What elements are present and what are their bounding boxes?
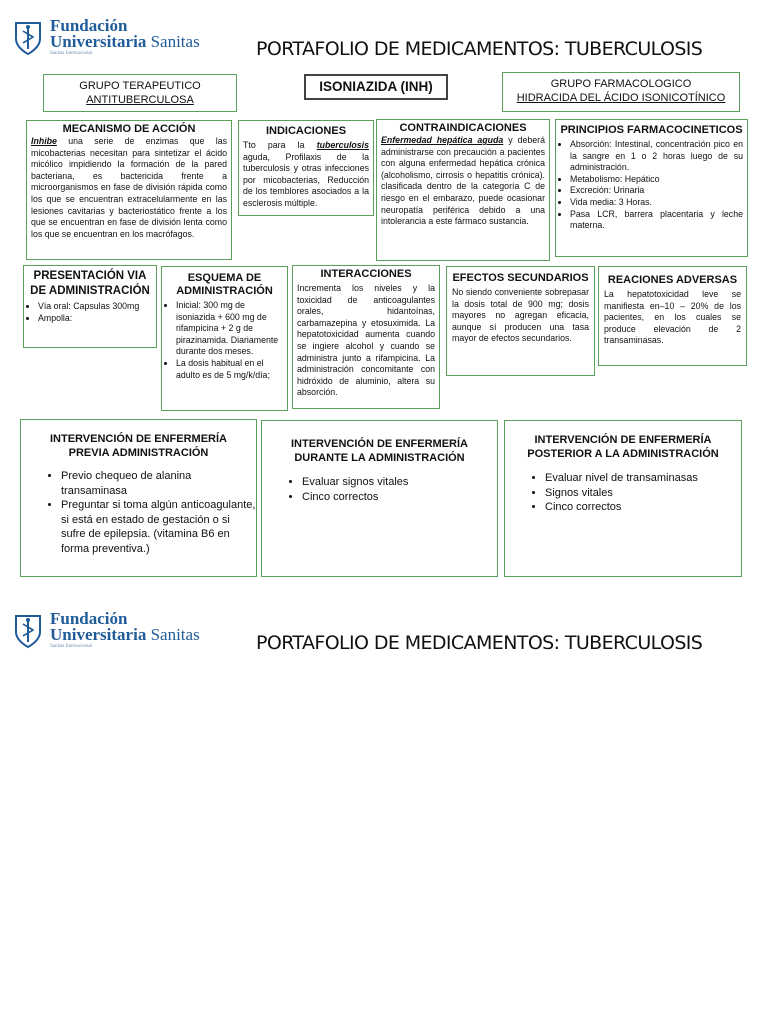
enf-previa-list — [21, 469, 256, 556]
drug-name-box — [304, 74, 448, 100]
list-item: • Absorción: Intestinal, concentración pico en la sangre en 1 o 2 horas luego de su administración. — [570, 139, 743, 174]
reacciones-box — [598, 266, 747, 366]
list-item: • Vida media: 3 Horas. — [570, 197, 743, 209]
enf-previa-box — [20, 419, 257, 577]
enf-durante-list — [262, 475, 497, 504]
presentacion-box — [23, 265, 157, 348]
indicaciones-pre: Tto para la — [243, 140, 317, 150]
interacciones-text: Incrementa los niveles y la toxicidad de anticoagulantes orales, hidantoínas, carbamazepina y etosuximida. La hepatotoxicidad aumenta cuando se ingiere alcohol y cuando se administra junto a rifampicina. La administración concomitante con hidróxido de aluminio, altera su absorción. — [297, 283, 435, 398]
indicaciones-text: aguda, Profilaxis de la tuberculosis y otras infecciones por micobacterias, Reducción de los temblores asociados a la esclerosis múltiple. — [243, 151, 369, 208]
mecanismo-text: una serie de enzimas que las micobacterias necesitan para sintetizar el ácido micólico impidiendo la formación de la pared bacteriana, es bactericida frente a microorganismos en fase de división rápida como los que se encuentran extracelularmente en las lesiones cavitarias y bacteriostático frente a los que se encuentran en fase de división lenta como los que se encuentran en los macrófagos. — [31, 136, 227, 239]
list-item: • Excreción: Urinaria — [570, 185, 743, 197]
list-item: • Inicial: 300 mg de isoniazida + 600 mg de rifampicina + 2 g de pirazinamida. Diariamente durante dos meses. — [176, 300, 283, 358]
contraindicaciones-title: CONTRAINDICACIONES — [399, 122, 527, 134]
list-item: • Cinco correctos — [545, 500, 741, 515]
mecanismo-box — [26, 120, 232, 260]
grupo-farmacologico-box — [502, 72, 740, 112]
grupo-farmacologico-value: HIDRACIDA DEL ÁCIDO ISONICOTÍNICO — [516, 92, 726, 104]
presentacion-list — [28, 301, 152, 324]
grupo-terapeutico-box — [43, 74, 237, 112]
page-title-page-2: PORTAFOLIO DE MEDICAMENTOS: TUBERCULOSIS — [256, 632, 703, 654]
esquema-list — [166, 300, 283, 381]
interacciones-title: INTERACCIONES — [320, 268, 412, 280]
principios-box — [555, 119, 748, 257]
reacciones-text: La hepatotoxicidad leve se manifiesta en–10 – 20% de los pacientes, en los cuales se produce elevación de 2 transaminasas. — [604, 289, 741, 346]
list-item: • Cinco correctos — [302, 490, 497, 505]
esquema-box — [161, 266, 288, 411]
enf-posterior-box — [504, 420, 742, 577]
contraindicaciones-box — [376, 119, 550, 261]
logo-line-2a: Universitaria — [50, 625, 147, 644]
indicaciones-box — [238, 120, 374, 216]
enf-posterior-list — [505, 471, 741, 515]
enf-durante-title: INTERVENCIÓN DE ENFERMERÍA DURANTE LA ADMINISTRACIÓN — [290, 438, 469, 464]
logo-line-2a: Universitaria — [50, 32, 147, 51]
grupo-farmacologico-label: GRUPO FARMACOLOGICO — [550, 78, 692, 90]
list-item: • Metabolismo: Hepático — [570, 174, 743, 186]
enf-previa-title: INTERVENCIÓN DE ENFERMERÍA PREVIA ADMINISTRACIÓN — [49, 433, 228, 459]
list-item: • Evaluar signos vitales — [302, 475, 497, 490]
list-item: • Preguntar si toma algún anticoagulante, si está en estado de gestación o si sufre de epilepsia. (vitamina B6 en forma preventiva.) — [61, 498, 256, 556]
logo-line-2b: Sanitas — [150, 625, 200, 644]
list-item: • Signos vitales — [545, 486, 741, 501]
interacciones-box — [292, 265, 440, 409]
university-logo-page-2 — [12, 611, 200, 650]
logo-line-2b: Sanitas — [150, 32, 200, 51]
logo-line-1: Fundación — [50, 16, 128, 35]
contraindicaciones-text: y deberá administrarse con precaución a pacientes con alguna enfermedad hepática crónica (alcoholismo, cirrosis o hepatitis crónica). clasificada dentro de la categoría C de riesgo en el embarazo, puede ocasionar neuropatía periférica debido a una intolerancia a este fármaco sustancia. — [381, 135, 545, 227]
enf-durante-box — [261, 420, 498, 577]
logo-line-3: Sanitas Internacional — [50, 644, 93, 649]
list-item: • Vía oral: Capsulas 300mg — [38, 301, 152, 313]
efectos-text: No siendo conveniente sobrepasar la dosis total de 900 mg; dosis mayores no agregan eficacia, aunque sí producen una tasa mayor de efectos secundarios. — [452, 287, 589, 344]
university-crest-icon — [12, 612, 44, 650]
list-item: • Ampolla: — [38, 313, 152, 325]
mecanismo-title: MECANISMO DE ACCIÓN — [62, 123, 196, 135]
principios-title: PRINCIPIOS FARMACOCINETICOS — [560, 124, 743, 136]
principios-list — [560, 139, 743, 232]
logo-line-1: Fundación — [50, 609, 128, 628]
university-logo — [12, 18, 200, 57]
efectos-box — [446, 266, 595, 376]
reacciones-title: REACIONES ADVERSAS — [607, 274, 738, 286]
list-item: • Evaluar nivel de transaminasas — [545, 471, 741, 486]
page-title: PORTAFOLIO DE MEDICAMENTOS: TUBERCULOSIS — [256, 38, 703, 60]
mecanismo-lead: Inhibe — [31, 136, 57, 146]
indicaciones-term: tuberculosis — [316, 140, 369, 150]
logo-line-3: Sanitas Internacional — [50, 51, 93, 56]
list-item: • Pasa LCR, barrera placentaria y leche materna. — [570, 209, 743, 232]
efectos-title: EFECTOS SECUNDARIOS — [452, 272, 589, 284]
list-item: • La dosis habitual en el adulto es de 5 mg/k/día; — [176, 358, 283, 381]
contraindicaciones-term: Enfermedad hepática aguda — [381, 135, 504, 145]
presentacion-title: PRESENTACIÓN VIA DE ADMINISTRACIÓN — [30, 270, 150, 297]
university-crest-icon — [12, 19, 44, 57]
list-item: • Previo chequeo de alanina transaminasa — [61, 469, 256, 498]
grupo-terapeutico-label: GRUPO TERAPEUTICO — [79, 80, 201, 92]
drug-name: ISONIAZIDA (INH) — [319, 79, 433, 94]
grupo-terapeutico-value: ANTITUBERCULOSA — [86, 94, 194, 106]
enf-posterior-title: INTERVENCIÓN DE ENFERMERÍA POSTERIOR A LA ADMINISTRACIÓN — [527, 434, 719, 460]
indicaciones-title: INDICACIONES — [265, 125, 347, 137]
esquema-title: ESQUEMA DE ADMINISTRACIÓN — [176, 272, 273, 297]
